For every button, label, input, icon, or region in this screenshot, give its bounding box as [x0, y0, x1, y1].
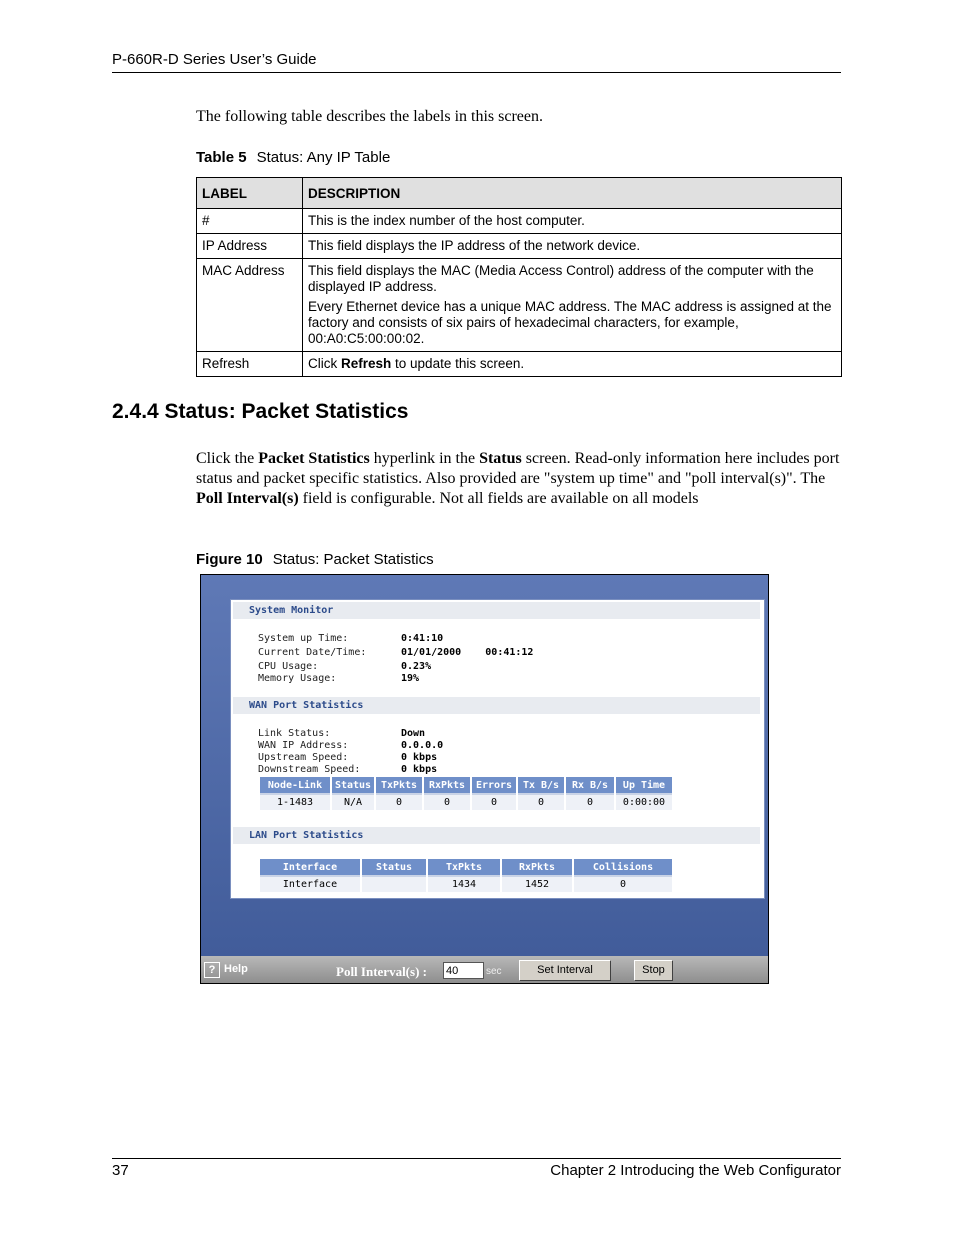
- field-value: 0.0.0.0: [401, 740, 444, 751]
- column-header: Collisions: [574, 859, 672, 877]
- field-value: 0 kbps: [401, 764, 438, 775]
- table-row: [197, 234, 842, 259]
- column-header: Rx B/s: [566, 777, 614, 795]
- field-value: 0:41:10: [401, 633, 444, 644]
- table-row: [260, 795, 672, 810]
- field-label: Current Date/Time:: [258, 647, 367, 658]
- system-monitor-title: System Monitor: [233, 602, 760, 619]
- column-header: TxPkts: [376, 777, 422, 795]
- field-label: Downstream Speed:: [258, 764, 361, 775]
- description-text: This field displays the MAC (Media Access Control) address of the computer with the displayed IP address.: [308, 263, 814, 294]
- table-row: [260, 877, 672, 892]
- set-interval-button[interactable]: Set Interval: [519, 960, 611, 981]
- table-cell: 0: [472, 795, 516, 810]
- row-label: MAC Address: [197, 259, 303, 352]
- bottom-toolbar: [201, 956, 768, 983]
- column-header: Status: [362, 859, 426, 877]
- field-value: 19%: [401, 673, 420, 684]
- row-description: [303, 352, 842, 377]
- column-header: Errors: [472, 777, 516, 795]
- help-icon[interactable]: ?: [204, 962, 220, 978]
- column-header-label: LABEL: [197, 178, 303, 209]
- section-heading: 2.4.4 Status: Packet Statistics: [112, 400, 409, 423]
- para-text: screen. Read-only information here includes port status and packet specific statistics. Also provided are "system up time" and "poll interval(s)". The: [196, 450, 840, 487]
- label-description-table: [196, 177, 842, 377]
- table-cell: 1452: [502, 877, 572, 892]
- table-cell: [362, 877, 426, 892]
- description-text: This is the index number of the host computer.: [308, 213, 585, 228]
- table-cell: 0: [566, 795, 614, 810]
- table-cell: N/A: [332, 795, 374, 810]
- column-header: Interface: [260, 859, 360, 877]
- section-paragraph: [196, 449, 846, 509]
- column-header-description: DESCRIPTION: [303, 178, 842, 209]
- row-description: [303, 209, 842, 234]
- help-link[interactable]: Help: [224, 963, 248, 975]
- chapter-title: Chapter 2 Introducing the Web Configurator: [550, 1162, 841, 1179]
- table-header-row: [260, 777, 672, 795]
- stop-button[interactable]: Stop: [634, 960, 673, 981]
- field-value: Down: [401, 728, 426, 739]
- table-header-row: [260, 859, 672, 877]
- description-text-part: to update this screen.: [391, 356, 525, 371]
- table-row: [197, 352, 842, 377]
- system-monitor-fields: [258, 633, 738, 683]
- table-cell: 0: [424, 795, 470, 810]
- table-caption-label: Table 5: [196, 149, 247, 166]
- para-bold: Packet Statistics: [258, 450, 370, 467]
- table-row: [197, 259, 842, 352]
- column-header: TxPkts: [428, 859, 500, 877]
- intro-text: The following table describes the labels in this screen.: [196, 108, 544, 125]
- wan-statistics-table: [258, 777, 674, 810]
- description-bold: Refresh: [341, 356, 392, 371]
- field-value: 0 kbps: [401, 752, 438, 763]
- field-label: Link Status:: [258, 728, 331, 739]
- table-cell: Interface: [260, 877, 360, 892]
- poll-interval-label: Poll Interval(s) :: [336, 964, 427, 979]
- header-rule: [112, 72, 841, 73]
- footer-rule: [112, 1158, 841, 1159]
- field-label: System up Time:: [258, 633, 349, 644]
- description-text: [308, 356, 836, 372]
- table-cell: 0: [376, 795, 422, 810]
- column-header: RxPkts: [502, 859, 572, 877]
- para-text: field is configurable. Not all fields are available on all models: [298, 490, 699, 507]
- field-value: 0.23%: [401, 661, 432, 672]
- column-header: Node-Link: [260, 777, 330, 795]
- row-description: [303, 259, 842, 352]
- row-label: #: [197, 209, 303, 234]
- lan-statistics-table: [258, 859, 674, 892]
- field-label: Memory Usage:: [258, 673, 337, 684]
- field-label: CPU Usage:: [258, 661, 319, 672]
- statistics-panel: [230, 599, 765, 899]
- table-cell: 0: [574, 877, 672, 892]
- wan-port-title: WAN Port Statistics: [233, 697, 760, 714]
- para-bold: Poll Interval(s): [196, 490, 299, 507]
- description-text-part: Click: [308, 356, 341, 371]
- field-value: 01/01/2000 00:41:12: [401, 647, 534, 658]
- page-number: 37: [112, 1162, 129, 1179]
- column-header: Status: [332, 777, 374, 795]
- lan-port-title: LAN Port Statistics: [233, 827, 760, 844]
- table-caption: [196, 149, 390, 166]
- table-cell: 1-1483: [260, 795, 330, 810]
- table-caption-title: Status: Any IP Table: [256, 149, 391, 166]
- table-row: [197, 209, 842, 234]
- column-header: Tx B/s: [518, 777, 564, 795]
- para-bold: Status: [479, 450, 522, 467]
- row-label: Refresh: [197, 352, 303, 377]
- para-text: Click the: [196, 450, 259, 467]
- field-label: WAN IP Address:: [258, 740, 349, 751]
- poll-interval-input[interactable]: [443, 962, 484, 979]
- para-text: hyperlink in the: [369, 450, 480, 467]
- description-text: Every Ethernet device has a unique MAC address. The MAC address is assigned at the factory and consists of six pairs of hexadecimal characters, for example, 00:A0:C5:00:00:02.: [308, 299, 832, 346]
- row-label: IP Address: [197, 234, 303, 259]
- wan-fields: [258, 728, 738, 778]
- column-header: RxPkts: [424, 777, 470, 795]
- table-header-row: [197, 178, 842, 209]
- description-text: This field displays the IP address of the network device.: [308, 238, 641, 253]
- packet-statistics-screenshot: [200, 574, 769, 984]
- column-header: Up Time: [616, 777, 672, 795]
- row-description: [303, 234, 842, 259]
- table-cell: 1434: [428, 877, 500, 892]
- field-label: Upstream Speed:: [258, 752, 349, 763]
- table-cell: 0:00:00: [616, 795, 672, 810]
- figure-caption: [196, 551, 434, 568]
- poll-interval-unit: sec: [486, 966, 502, 977]
- table-cell: 0: [518, 795, 564, 810]
- running-header: P-660R-D Series User’s Guide: [112, 51, 317, 68]
- figure-caption-title: Status: Packet Statistics: [272, 551, 434, 568]
- figure-caption-label: Figure 10: [196, 551, 263, 568]
